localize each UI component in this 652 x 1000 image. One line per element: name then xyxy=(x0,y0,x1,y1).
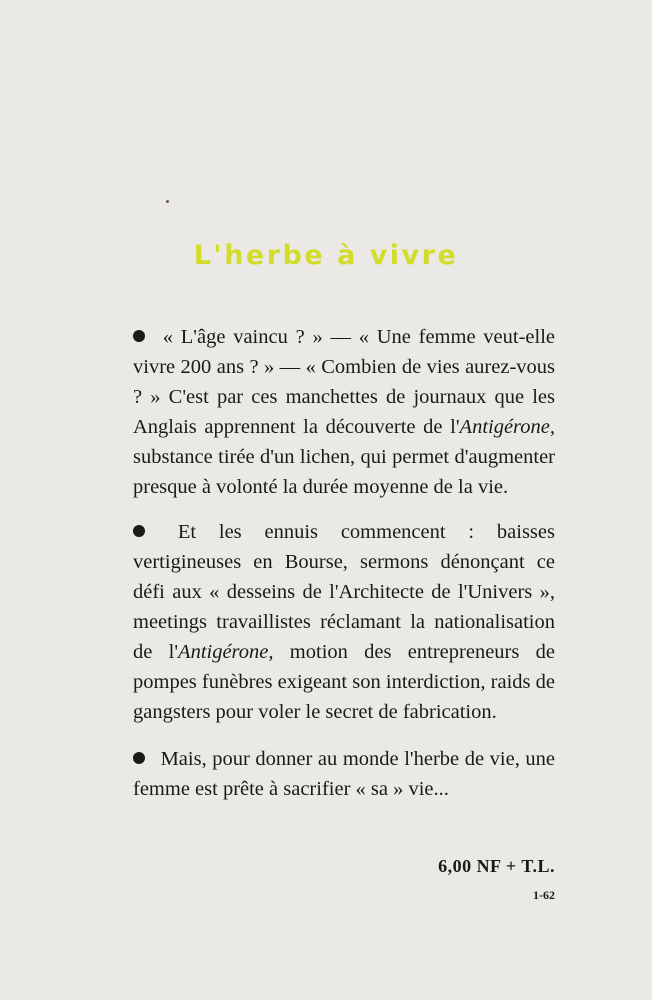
paragraph-text xyxy=(133,326,555,498)
paragraph-text xyxy=(133,748,555,800)
book-name-italic: Antigérone, xyxy=(178,641,274,663)
bullet-icon xyxy=(133,752,145,764)
book-title: L'herbe à vivre xyxy=(193,240,459,271)
paper-speck xyxy=(166,200,169,203)
paragraph-text xyxy=(133,521,555,723)
blurb-paragraph-2 xyxy=(133,517,555,727)
blurb-paragraph-1 xyxy=(133,322,555,502)
text-segment: Mais, pour donner au monde l'herbe de vie, une femme est prête à sacrifier « sa » vie... xyxy=(133,748,555,800)
blurb-paragraph-3 xyxy=(133,744,555,804)
bullet-icon xyxy=(133,330,145,342)
text-segment: substance tirée d'un lichen, qui permet d'augmenter presque à volonté la durée moyenne de la vie. xyxy=(133,446,555,498)
text-segment: « L'âge vaincu ? » — « Une femme veut-elle vivre 200 ans ? » — « Combien de vies aurez-vous ? » C'est par ces manchettes de journaux que les Anglais apprennent la découverte de l' xyxy=(133,326,556,438)
bullet-icon xyxy=(133,525,145,537)
print-code: 1-62 xyxy=(533,888,555,902)
text-segment: motion des entrepreneurs de pompes funèbres exigeant son interdiction, raids de gangsters pour voler le secret de fabrication. xyxy=(133,641,555,723)
price-label: 6,00 NF + T.L. xyxy=(438,856,555,876)
book-name-italic: Antigérone, xyxy=(459,416,555,438)
text-segment: Et les ennuis commencent : baisses vertigineuses en Bourse, sermons dénonçant ce défi aux « desseins de l'Architecte de l'Univers », meetings travaillistes réclamant la nationalisation de l' xyxy=(133,521,555,663)
